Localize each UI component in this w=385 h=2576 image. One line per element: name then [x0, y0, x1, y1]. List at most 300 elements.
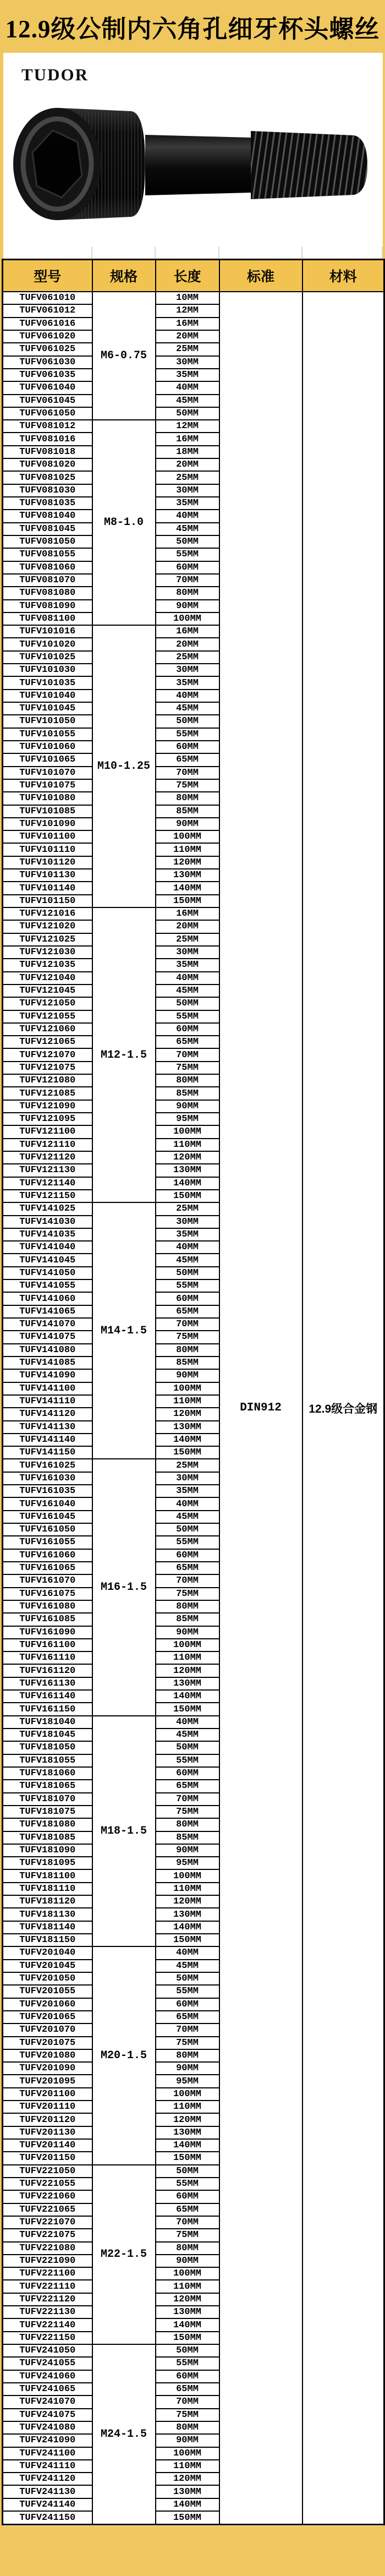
model-cell: TUFV101040 [3, 690, 92, 702]
model-cell: TUFV181055 [3, 1754, 92, 1767]
length-cell: 65MM [156, 1562, 219, 1574]
model-cell: TUFV081050 [3, 535, 92, 548]
model-cell: TUFV161130 [3, 1677, 92, 1690]
length-cell: 50MM [156, 1523, 219, 1536]
model-cell: TUFV081100 [3, 612, 92, 625]
model-cell: TUFV061030 [3, 356, 92, 369]
length-cell: 65MM [156, 1780, 219, 1792]
model-cell: TUFV221075 [3, 2229, 92, 2241]
length-cell: 35MM [156, 497, 219, 510]
column-guide-line [91, 247, 92, 259]
length-cell: 90MM [156, 1369, 219, 1382]
model-cell: TUFV101016 [3, 625, 92, 638]
model-cell: TUFV081016 [3, 433, 92, 445]
spec-group-cell: M24-1.5 [92, 2344, 156, 2525]
length-cell: 16MM [156, 318, 219, 330]
model-cell: TUFV161030 [3, 1472, 92, 1485]
length-cell: 45MM [156, 1254, 219, 1266]
length-cell: 35MM [156, 676, 219, 689]
model-cell: TUFV161090 [3, 1626, 92, 1639]
model-cell: TUFV141070 [3, 1318, 92, 1331]
model-cell: TUFV121100 [3, 1125, 92, 1138]
model-cell: TUFV141055 [3, 1279, 92, 1292]
model-cell: TUFV101075 [3, 779, 92, 792]
model-cell: TUFV121030 [3, 946, 92, 959]
spec-group-cell: M20-1.5 [92, 1946, 156, 2164]
length-cell: 30MM [156, 664, 219, 676]
model-cell: TUFV081040 [3, 510, 92, 522]
length-cell: 100MM [156, 2267, 219, 2280]
col-header-length: 长度 [156, 260, 219, 292]
model-cell: TUFV121025 [3, 933, 92, 946]
model-cell: TUFV101030 [3, 664, 92, 676]
length-cell: 60MM [156, 2190, 219, 2203]
model-cell: TUFV141085 [3, 1357, 92, 1369]
model-cell: TUFV241060 [3, 2370, 92, 2383]
model-cell: TUFV081070 [3, 574, 92, 587]
length-cell: 110MM [156, 2101, 219, 2113]
length-cell: 140MM [156, 1690, 219, 1703]
model-cell: TUFV061050 [3, 407, 92, 420]
length-cell: 45MM [156, 702, 219, 715]
model-cell: TUFV201080 [3, 2049, 92, 2062]
length-cell: 120MM [156, 2473, 219, 2485]
model-cell: TUFV241050 [3, 2344, 92, 2357]
model-cell: TUFV241130 [3, 2485, 92, 2498]
table-body [3, 292, 384, 2525]
length-cell: 90MM [156, 1626, 219, 1639]
length-cell: 55MM [156, 548, 219, 561]
length-cell: 40MM [156, 690, 219, 702]
model-cell: TUFV181065 [3, 1780, 92, 1792]
model-cell: TUFV121040 [3, 972, 92, 985]
length-cell: 130MM [156, 869, 219, 882]
length-cell: 150MM [156, 895, 219, 907]
model-cell: TUFV161040 [3, 1497, 92, 1510]
model-cell: TUFV181150 [3, 1934, 92, 1946]
col-header-model: 型号 [3, 260, 92, 292]
col-header-spec: 规格 [92, 260, 156, 292]
model-cell: TUFV241120 [3, 2473, 92, 2485]
model-cell: TUFV121130 [3, 1164, 92, 1177]
model-cell: TUFV101090 [3, 818, 92, 830]
length-cell: 50MM [156, 1972, 219, 1985]
length-cell: 80MM [156, 1818, 219, 1831]
length-cell: 90MM [156, 2062, 219, 2075]
model-cell: TUFV141050 [3, 1267, 92, 1279]
length-cell: 80MM [156, 1074, 219, 1087]
model-cell: TUFV061010 [3, 292, 92, 304]
length-cell: 80MM [156, 2421, 219, 2434]
column-guide-line [218, 247, 219, 259]
model-cell: TUFV181075 [3, 1806, 92, 1818]
length-cell: 75MM [156, 2037, 219, 2049]
model-cell: TUFV201050 [3, 1972, 92, 1985]
model-cell: TUFV121035 [3, 959, 92, 971]
length-cell: 70MM [156, 1793, 219, 1806]
length-cell: 40MM [156, 1716, 219, 1729]
model-cell: TUFV241065 [3, 2383, 92, 2395]
model-cell: TUFV161065 [3, 1562, 92, 1574]
length-cell: 80MM [156, 2049, 219, 2062]
model-cell: TUFV101150 [3, 895, 92, 907]
length-cell: 75MM [156, 1588, 219, 1600]
spec-group-cell: M14-1.5 [92, 1202, 156, 1459]
model-cell: TUFV141030 [3, 1216, 92, 1228]
length-cell: 80MM [156, 1600, 219, 1613]
length-cell: 60MM [156, 1023, 219, 1036]
model-cell: TUFV221065 [3, 2203, 92, 2216]
length-cell: 50MM [156, 715, 219, 728]
model-cell: TUFV121060 [3, 1023, 92, 1036]
length-cell: 95MM [156, 1113, 219, 1125]
model-cell: TUFV181130 [3, 1908, 92, 1921]
length-cell: 60MM [156, 1767, 219, 1780]
model-cell: TUFV101045 [3, 702, 92, 715]
length-cell: 16MM [156, 625, 219, 638]
length-cell: 40MM [156, 510, 219, 522]
spec-group-cell: M12-1.5 [92, 907, 156, 1202]
model-cell: TUFV161070 [3, 1574, 92, 1587]
length-cell: 20MM [156, 330, 219, 343]
model-cell: TUFV121016 [3, 907, 92, 920]
length-cell: 16MM [156, 433, 219, 445]
length-cell: 65MM [156, 753, 219, 766]
length-cell: 100MM [156, 612, 219, 625]
length-cell: 130MM [156, 2485, 219, 2498]
spec-group-cell: M6-0.75 [92, 292, 156, 420]
model-cell: TUFV141120 [3, 1408, 92, 1420]
length-cell: 65MM [156, 2203, 219, 2216]
column-guide-line [301, 247, 302, 259]
model-cell: TUFV141025 [3, 1202, 92, 1215]
model-cell: TUFV101140 [3, 882, 92, 894]
length-cell: 150MM [156, 1934, 219, 1946]
length-cell: 40MM [156, 972, 219, 985]
length-cell: 100MM [156, 830, 219, 843]
length-cell: 110MM [156, 2460, 219, 2473]
model-cell: TUFV201110 [3, 2101, 92, 2113]
column-guide-line [382, 247, 383, 259]
length-cell: 70MM [156, 574, 219, 587]
length-cell: 100MM [156, 2088, 219, 2101]
model-cell: TUFV161140 [3, 1690, 92, 1703]
model-cell: TUFV081060 [3, 561, 92, 574]
model-cell: TUFV181070 [3, 1793, 92, 1806]
col-header-standard: 标准 [219, 260, 302, 292]
model-cell: TUFV121070 [3, 1048, 92, 1061]
model-cell: TUFV181045 [3, 1729, 92, 1741]
length-cell: 120MM [156, 856, 219, 869]
model-cell: TUFV101130 [3, 869, 92, 882]
model-cell: TUFV161120 [3, 1664, 92, 1677]
model-cell: TUFV061035 [3, 369, 92, 381]
length-cell: 60MM [156, 1549, 219, 1562]
model-cell: TUFV141060 [3, 1292, 92, 1305]
length-cell: 130MM [156, 1421, 219, 1434]
length-cell: 140MM [156, 1177, 219, 1190]
length-cell: 50MM [156, 407, 219, 420]
model-cell: TUFV201140 [3, 2139, 92, 2152]
model-cell: TUFV181120 [3, 1895, 92, 1908]
model-cell: TUFV161100 [3, 1639, 92, 1651]
length-cell: 65MM [156, 2383, 219, 2395]
model-cell: TUFV081025 [3, 471, 92, 484]
length-cell: 55MM [156, 1754, 219, 1767]
model-cell: TUFV101080 [3, 792, 92, 805]
model-cell: TUFV161110 [3, 1651, 92, 1664]
length-cell: 30MM [156, 1472, 219, 1485]
length-cell: 60MM [156, 1292, 219, 1305]
model-cell: TUFV161150 [3, 1703, 92, 1715]
model-cell: TUFV241100 [3, 2447, 92, 2460]
model-cell: TUFV141065 [3, 1305, 92, 1318]
model-cell: TUFV181095 [3, 1857, 92, 1869]
model-cell: TUFV061016 [3, 318, 92, 330]
length-cell: 40MM [156, 381, 219, 394]
model-cell: TUFV181080 [3, 1818, 92, 1831]
length-cell: 55MM [156, 1010, 219, 1023]
model-cell: TUFV181040 [3, 1716, 92, 1729]
length-cell: 20MM [156, 920, 219, 933]
model-cell: TUFV221070 [3, 2216, 92, 2229]
length-cell: 55MM [156, 1279, 219, 1292]
model-cell: TUFV121020 [3, 920, 92, 933]
length-cell: 45MM [156, 1511, 219, 1523]
model-cell: TUFV081080 [3, 587, 92, 599]
model-cell: TUFV121065 [3, 1036, 92, 1048]
table-row [3, 292, 384, 304]
screw-illustration [9, 103, 374, 226]
model-cell: TUFV121050 [3, 997, 92, 1010]
length-cell: 90MM [156, 600, 219, 612]
model-cell: TUFV061025 [3, 343, 92, 356]
length-cell: 20MM [156, 458, 219, 471]
model-cell: TUFV081090 [3, 600, 92, 612]
length-cell: 150MM [156, 1446, 219, 1459]
col-header-material: 材料 [302, 260, 384, 292]
length-cell: 35MM [156, 369, 219, 381]
length-cell: 110MM [156, 1651, 219, 1664]
model-cell: TUFV121150 [3, 1190, 92, 1202]
length-cell: 95MM [156, 1857, 219, 1869]
length-cell: 45MM [156, 1960, 219, 1972]
model-cell: TUFV181110 [3, 1883, 92, 1895]
length-cell: 85MM [156, 1831, 219, 1844]
length-cell: 140MM [156, 2498, 219, 2511]
length-cell: 55MM [156, 1536, 219, 1549]
length-cell: 100MM [156, 1125, 219, 1138]
model-cell: TUFV181060 [3, 1767, 92, 1780]
length-cell: 35MM [156, 959, 219, 971]
length-cell: 30MM [156, 1216, 219, 1228]
model-cell: TUFV201100 [3, 2088, 92, 2101]
length-cell: 55MM [156, 2178, 219, 2190]
length-cell: 60MM [156, 2370, 219, 2383]
length-cell: 18MM [156, 446, 219, 458]
length-cell: 75MM [156, 1331, 219, 1343]
length-cell: 50MM [156, 2165, 219, 2178]
model-cell: TUFV181085 [3, 1831, 92, 1844]
spec-group-cell: M8-1.0 [92, 420, 156, 625]
length-cell: 110MM [156, 843, 219, 856]
length-cell: 90MM [156, 1844, 219, 1857]
model-cell: TUFV141140 [3, 1434, 92, 1446]
model-cell: TUFV181140 [3, 1921, 92, 1934]
length-cell: 120MM [156, 1408, 219, 1420]
length-cell: 140MM [156, 1921, 219, 1934]
spec-group-cell: M18-1.5 [92, 1716, 156, 1947]
model-cell: TUFV121140 [3, 1177, 92, 1190]
length-cell: 70MM [156, 2216, 219, 2229]
model-cell: TUFV201150 [3, 2152, 92, 2164]
model-cell: TUFV121090 [3, 1100, 92, 1113]
model-cell: TUFV221100 [3, 2267, 92, 2280]
model-cell: TUFV101035 [3, 676, 92, 689]
model-cell: TUFV241055 [3, 2357, 92, 2370]
length-cell: 95MM [156, 2075, 219, 2087]
length-cell: 90MM [156, 1100, 219, 1113]
length-cell: 50MM [156, 997, 219, 1010]
model-cell: TUFV101060 [3, 741, 92, 753]
model-cell: TUFV161025 [3, 1459, 92, 1472]
length-cell: 150MM [156, 2511, 219, 2524]
model-cell: TUFV101065 [3, 753, 92, 766]
brand-logo: TUDOR [21, 65, 89, 84]
length-cell: 12MM [156, 304, 219, 317]
model-cell: TUFV101070 [3, 767, 92, 779]
length-cell: 25MM [156, 651, 219, 664]
length-cell: 80MM [156, 792, 219, 805]
model-cell: TUFV201040 [3, 1946, 92, 1959]
length-cell: 25MM [156, 471, 219, 484]
length-cell: 80MM [156, 1344, 219, 1357]
length-cell: 50MM [156, 2344, 219, 2357]
model-cell: TUFV161080 [3, 1600, 92, 1613]
model-cell: TUFV141040 [3, 1241, 92, 1254]
length-cell: 45MM [156, 395, 219, 407]
model-cell: TUFV141035 [3, 1228, 92, 1241]
length-cell: 10MM [156, 292, 219, 304]
length-cell: 45MM [156, 985, 219, 997]
length-cell: 85MM [156, 805, 219, 818]
length-cell: 140MM [156, 1434, 219, 1446]
model-cell: TUFV201060 [3, 1998, 92, 2011]
length-cell: 90MM [156, 2434, 219, 2447]
length-cell: 75MM [156, 2229, 219, 2241]
length-cell: 120MM [156, 2293, 219, 2306]
length-cell: 16MM [156, 907, 219, 920]
length-cell: 30MM [156, 356, 219, 369]
length-cell: 90MM [156, 818, 219, 830]
model-cell: TUFV161045 [3, 1511, 92, 1523]
length-cell: 75MM [156, 1806, 219, 1818]
model-cell: TUFV081018 [3, 446, 92, 458]
length-cell: 40MM [156, 1497, 219, 1510]
length-cell: 30MM [156, 946, 219, 959]
length-cell: 100MM [156, 1382, 219, 1395]
length-cell: 130MM [156, 1164, 219, 1177]
length-cell: 140MM [156, 882, 219, 894]
length-cell: 120MM [156, 1664, 219, 1677]
model-cell: TUFV121075 [3, 1062, 92, 1074]
column-guide-line [155, 247, 156, 259]
model-cell: TUFV121095 [3, 1113, 92, 1125]
model-cell: TUFV201055 [3, 1985, 92, 1998]
model-cell: TUFV221150 [3, 2332, 92, 2344]
model-cell: TUFV181090 [3, 1844, 92, 1857]
model-cell: TUFV141045 [3, 1254, 92, 1266]
length-cell: 150MM [156, 1190, 219, 1202]
model-cell: TUFV141110 [3, 1395, 92, 1408]
model-cell: TUFV241075 [3, 2409, 92, 2421]
length-cell: 12MM [156, 420, 219, 433]
product-spec-table [2, 259, 385, 2525]
model-cell: TUFV201070 [3, 2023, 92, 2036]
model-cell: TUFV221090 [3, 2255, 92, 2267]
length-cell: 70MM [156, 2023, 219, 2036]
length-cell: 40MM [156, 1241, 219, 1254]
spec-group-cell: M22-1.5 [92, 2165, 156, 2344]
model-cell: TUFV221140 [3, 2318, 92, 2331]
model-cell: TUFV101100 [3, 830, 92, 843]
model-cell: TUFV141150 [3, 1446, 92, 1459]
length-cell: 50MM [156, 1267, 219, 1279]
model-cell: TUFV161035 [3, 1485, 92, 1497]
length-cell: 45MM [156, 1729, 219, 1741]
model-cell: TUFV101120 [3, 856, 92, 869]
model-cell: TUFV221055 [3, 2178, 92, 2190]
length-cell: 140MM [156, 2139, 219, 2152]
model-cell: TUFV241150 [3, 2511, 92, 2524]
model-cell: TUFV181050 [3, 1741, 92, 1754]
content-card [3, 53, 383, 2526]
model-cell: TUFV241080 [3, 2421, 92, 2434]
model-cell: TUFV121085 [3, 1087, 92, 1100]
model-cell: TUFV101050 [3, 715, 92, 728]
length-cell: 55MM [156, 2357, 219, 2370]
length-cell: 60MM [156, 561, 219, 574]
model-cell: TUFV121110 [3, 1139, 92, 1151]
model-cell: TUFV061020 [3, 330, 92, 343]
length-cell: 85MM [156, 1087, 219, 1100]
model-cell: TUFV161085 [3, 1613, 92, 1626]
length-cell: 85MM [156, 1357, 219, 1369]
model-cell: TUFV081055 [3, 548, 92, 561]
length-cell: 80MM [156, 2242, 219, 2255]
model-cell: TUFV081030 [3, 484, 92, 497]
length-cell: 50MM [156, 1741, 219, 1754]
length-cell: 150MM [156, 1703, 219, 1715]
model-cell: TUFV221110 [3, 2280, 92, 2293]
length-cell: 100MM [156, 1869, 219, 1882]
model-cell: TUFV201075 [3, 2037, 92, 2049]
length-cell: 70MM [156, 1574, 219, 1587]
length-cell: 120MM [156, 1151, 219, 1164]
length-cell: 40MM [156, 1946, 219, 1959]
length-cell: 80MM [156, 587, 219, 599]
model-cell: TUFV121045 [3, 985, 92, 997]
length-cell: 110MM [156, 1139, 219, 1151]
model-cell: TUFV181100 [3, 1869, 92, 1882]
model-cell: TUFV101110 [3, 843, 92, 856]
length-cell: 70MM [156, 1048, 219, 1061]
table-header [3, 260, 384, 292]
length-cell: 35MM [156, 1485, 219, 1497]
model-cell: TUFV081045 [3, 523, 92, 535]
spec-group-cell: M16-1.5 [92, 1459, 156, 1715]
material-cell: 12.9级合金钢 [302, 292, 384, 2525]
